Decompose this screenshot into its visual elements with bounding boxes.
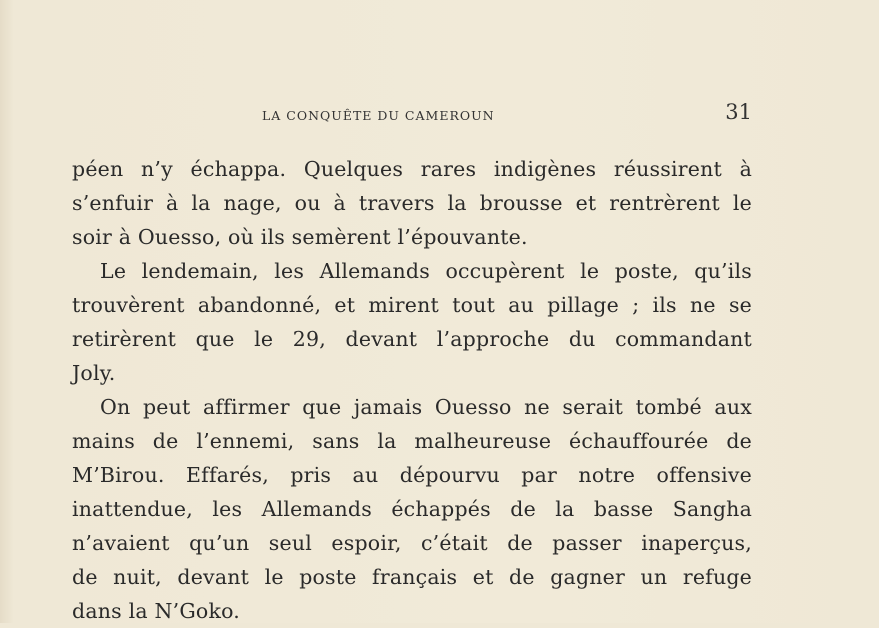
text-line: inattendue, les Allemands échappés de la basse Sangha [72,497,752,521]
text-line: trouvèrent abandonné, et mirent tout au pillage ; ils ne se [72,293,752,317]
page-header [72,100,752,130]
running-head: LA CONQUÊTE DU CAMEROUN [262,108,495,123]
paragraph-start-line: On peut affirmer que jamais Ouesso ne serait tombé aux [100,395,752,419]
text-line: s’enfuir à la nage, ou à travers la brousse et rentrèrent le [72,191,752,215]
text-line: mains de l’ennemi, sans la malheureuse échauffourée de [72,429,752,453]
text-line: Joly. [72,361,116,385]
text-line: retirèrent que le 29, devant l’approche du commandant [72,327,752,351]
text-line: soir à Ouesso, où ils semèrent l’épouvante. [72,225,528,249]
page-number: 31 [725,100,752,124]
text-line: péen n’y échappa. Quelques rares indigènes réussirent à [72,157,752,181]
text-line: n’avaient qu’un seul espoir, c’était de passer inaperçus, [72,531,752,555]
body-text [72,152,752,628]
text-line: M’Birou. Effarés, pris au dépourvu par notre offensive [72,463,752,487]
text-line: de nuit, devant le poste français et de gagner un refuge [72,565,752,589]
paragraph-start-line: Le lendemain, les Allemands occupèrent le poste, qu’ils [100,259,752,283]
text-line: dans la N’Goko. [72,599,240,623]
